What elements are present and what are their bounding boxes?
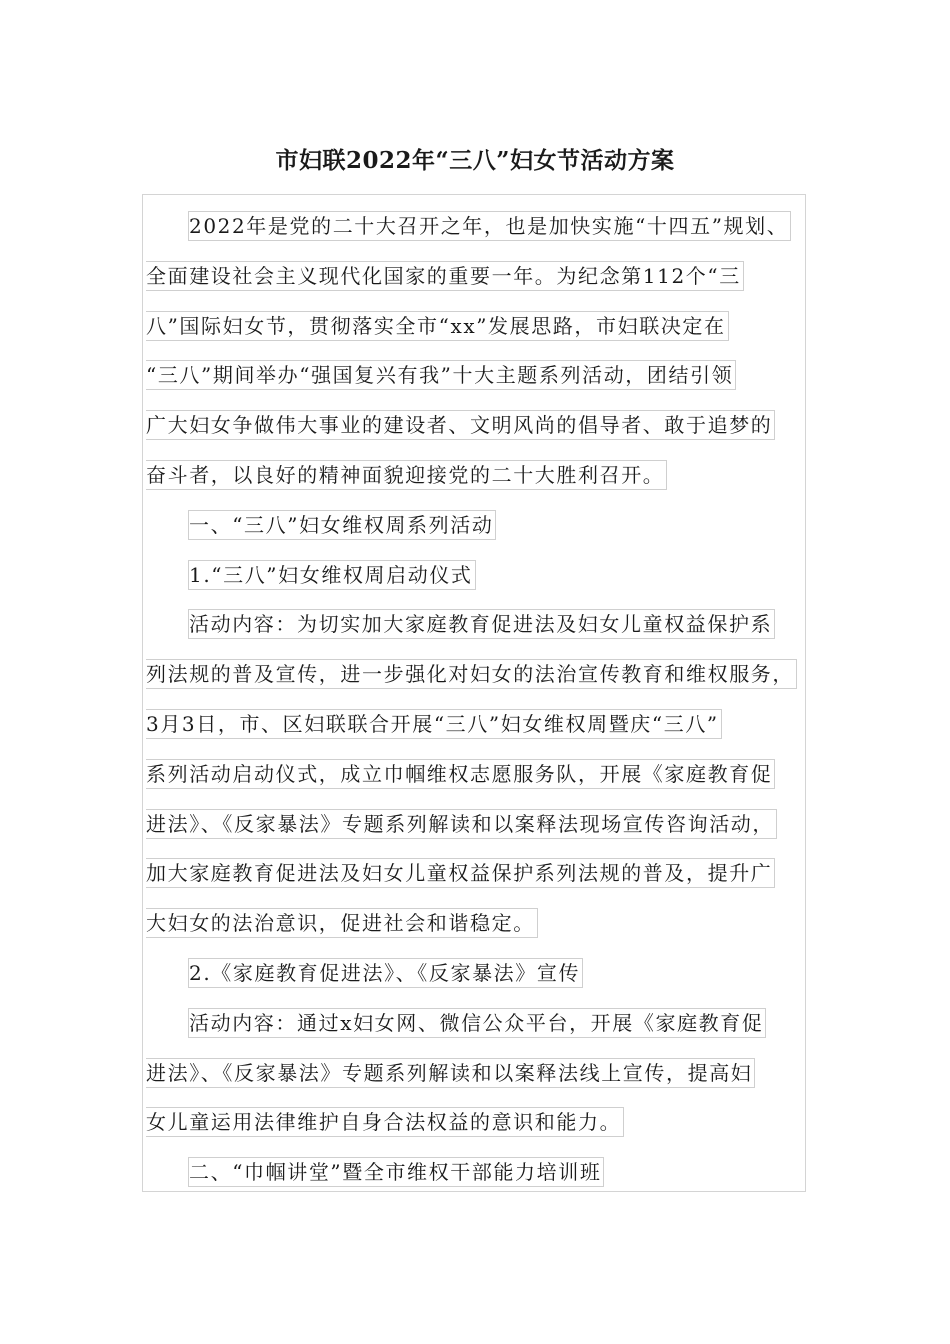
paragraph-line bbox=[146, 1157, 604, 1187]
paragraph-line bbox=[146, 261, 744, 291]
paragraph-line bbox=[146, 858, 775, 888]
line-text: 3月3日，市、区妇联联合开展“三八”妇女维权周暨庆“三八” bbox=[146, 709, 722, 739]
paragraph-line bbox=[146, 1107, 624, 1137]
line-text: 加大家庭教育促进法及妇女儿童权益保护系列法规的普及，提升广 bbox=[146, 858, 775, 888]
line-text: 女儿童运用法律维护自身合法权益的意识和能力。 bbox=[146, 1107, 624, 1137]
paragraph-line bbox=[146, 311, 729, 341]
paragraph-line bbox=[146, 360, 736, 390]
paragraph-line bbox=[146, 410, 775, 440]
document-title: 市妇联2022年“三八”妇女节活动方案 bbox=[275, 147, 675, 174]
paragraph-line bbox=[146, 560, 476, 590]
line-text: 2022年是党的二十大召开之年，也是加快实施“十四五”规划、 bbox=[188, 211, 791, 241]
line-text: 系列活动启动仪式，成立巾帼维权志愿服务队，开展《家庭教育促 bbox=[146, 759, 775, 789]
line-text: 活动内容：通过x妇女网、微信公众平台，开展《家庭教育促 bbox=[188, 1008, 766, 1038]
line-text: 进法》、《反家暴法》专题系列解读和以案释法线上宣传，提高妇 bbox=[146, 1058, 755, 1088]
line-text: 大妇女的法治意识，促进社会和谐稳定。 bbox=[146, 908, 538, 938]
line-text: 2.《家庭教育促进法》、《反家暴法》宣传 bbox=[188, 958, 583, 988]
paragraph-line bbox=[146, 809, 777, 839]
line-text: 进法》、《反家暴法》专题系列解读和以案释法现场宣传咨询活动， bbox=[146, 809, 777, 839]
paragraph-line bbox=[146, 958, 583, 988]
line-text: 八”国际妇女节，贯彻落实全市“xx”发展思路，市妇联决定在 bbox=[146, 311, 729, 341]
line-text: 二、“巾帼讲堂”暨全市维权干部能力培训班 bbox=[188, 1157, 604, 1187]
line-text: 1.“三八”妇女维权周启动仪式 bbox=[188, 560, 476, 590]
line-text: 奋斗者，以良好的精神面貌迎接党的二十大胜利召开。 bbox=[146, 460, 667, 490]
line-text: 全面建设社会主义现代化国家的重要一年。为纪念第112个“三 bbox=[146, 261, 744, 291]
paragraph-line bbox=[146, 759, 775, 789]
paragraph-line bbox=[146, 709, 722, 739]
line-text: 广大妇女争做伟大事业的建设者、文明风尚的倡导者、敢于追梦的 bbox=[146, 410, 775, 440]
line-text: “三八”期间举办“强国复兴有我”十大主题系列活动，团结引领 bbox=[146, 360, 736, 390]
paragraph-line bbox=[146, 908, 538, 938]
line-text: 列法规的普及宣传，进一步强化对妇女的法治宣传教育和维权服务， bbox=[146, 659, 797, 689]
paragraph-line bbox=[146, 460, 667, 490]
paragraph-line bbox=[146, 510, 496, 540]
paragraph-line bbox=[146, 1058, 755, 1088]
text-frame bbox=[142, 194, 806, 1192]
paragraph-line bbox=[146, 211, 791, 241]
line-text: 活动内容：为切实加大家庭教育促进法及妇女儿童权益保护系 bbox=[188, 609, 775, 639]
paragraph-line bbox=[146, 659, 797, 689]
line-text: 一、“三八”妇女维权周系列活动 bbox=[188, 510, 496, 540]
paragraph-line bbox=[146, 1008, 766, 1038]
paragraph-line bbox=[146, 609, 775, 639]
